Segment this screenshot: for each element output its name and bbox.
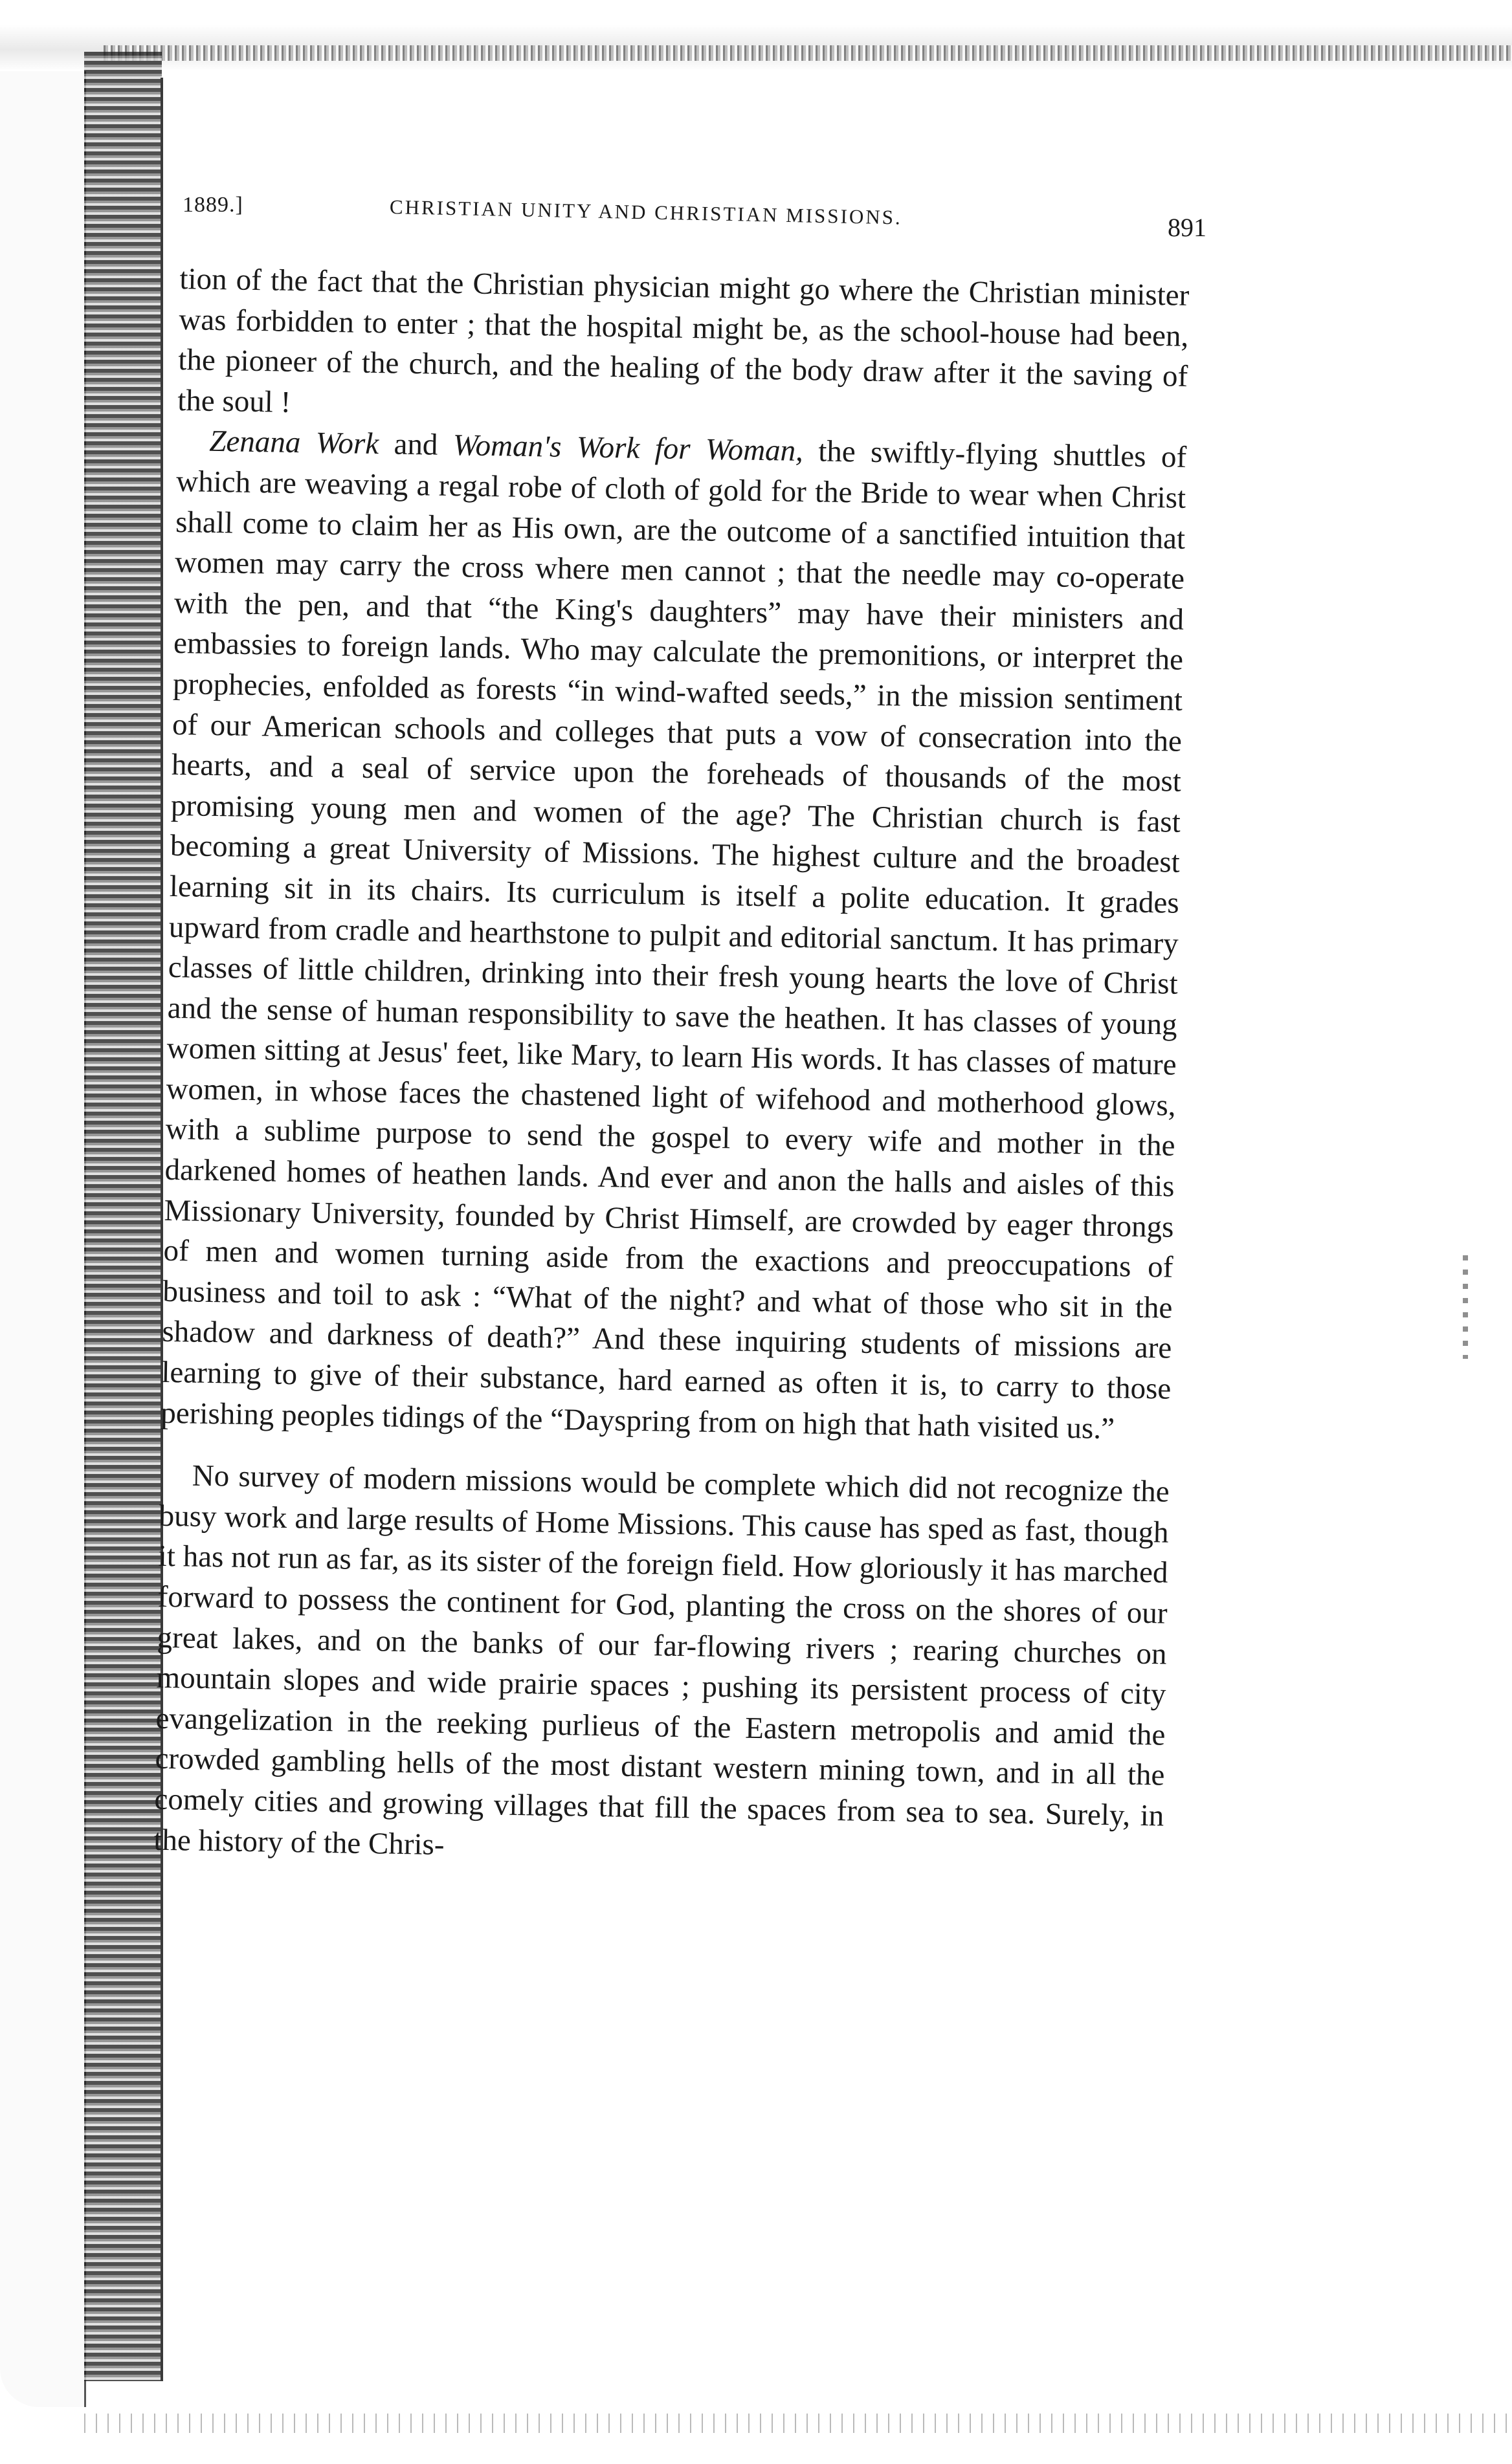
scan-top-noise — [104, 45, 1512, 61]
spine-edge-line — [161, 78, 163, 2381]
paragraph-3: No survey of modern missions would be complete which did not recognize the busy work and large results of Home Missions. This cause has sped as fast, though it has not run as far, as its sister of the foreign field. How gloriously it has marched forward to possess the continent for God, planting the cross on the shores of our great lakes, and on the banks of our far-flowing rivers ; rearing churches on mountain slopes and wide prairie spaces ; pushing its persistent process of city evangelization in the reeking purlieus of the Eastern metropolis and amid the crowded gambling hells of the most distant western mining town, and in all the comely cities and growing villages that fill the spaces from sea to sea. Surely, in the history of the Chris- — [153, 1458, 1170, 1862]
header-title: CHRISTIAN UNITY AND CHRISTIAN MISSIONS. — [389, 195, 903, 229]
zenana-work-phrase: Zenana Work — [208, 424, 379, 461]
paragraph-1: tion of the fact that the Christian physician might go where the Christian minister was forbidden to enter ; that the hospital might be, as the school-house had been, the pioneer of the church, and the healing of the body draw after it the saving of the soul ! — [177, 261, 1190, 419]
page-number: 891 — [1168, 213, 1206, 242]
womans-work-phrase: Woman's Work for Woman, — [452, 428, 804, 468]
margin-marks — [1463, 1255, 1468, 1359]
book-spine-shadow — [84, 52, 162, 2381]
running-head — [183, 193, 1206, 242]
scan-bottom-noise — [84, 2414, 1512, 2433]
header-year: 1889.] — [183, 193, 243, 217]
paragraph-2-and: and — [378, 427, 454, 463]
page-curl-edge — [0, 39, 86, 2407]
article-body — [153, 259, 1190, 1877]
paragraph-2-rest: the swiftly-flying shuttles of which are weaving a regal robe of cloth of gold for the Bride to wear when Christ shall come to claim her as His own, are the outcome of a sanctified intuition that women may carry the cross where men cannot ; that the needle may co-operate with the pen, and that “the King's daughters” may have their ministers and embassies to foreign lands. Who may calculate the premonitions, or interpret the prophecies, enfolded as forests “in wind-wafted seeds,” in the mission sentiment of our American schools and colleges that puts a vow of consecration into the hearts, and a seal of service upon the foreheads of thousands of the most promising young men and women of the age? The Christian church is fast becoming a great University of Missions. The highest culture and the broadest learning sit in its chairs. Its curriculum is itself a polite education. It grades upward from cradle and hearthstone to pulpit and editorial sanctum. It has primary classes of little children, drinking into their fresh young hearts the love of Christ and the sense of human responsibility to save the heathen. It has classes of young women sitting at Jesus' feet, like Mary, to learn His words. It has classes of mature women, in whose faces the chastened light of wifehood and motherhood glows, with a sublime purpose to send the gospel to every wife and mother in the darkened homes of heathen lands. And ever and anon the halls and aisles of this Missionary University, founded by Christ Himself, are crowded by eager throngs of men and women turning aside from the exactions and preoccupations of business and toil to ask : “What of the night? and what of those who sit in the shadow and darkness of death?” And these inquiring students of missions are learning to give of their substance, hard earned as often it is, to carry to those perishing peoples tidings of the “Dayspring from on high that hath visited us.” — [160, 434, 1187, 1446]
paragraph-2 — [161, 421, 1187, 1449]
